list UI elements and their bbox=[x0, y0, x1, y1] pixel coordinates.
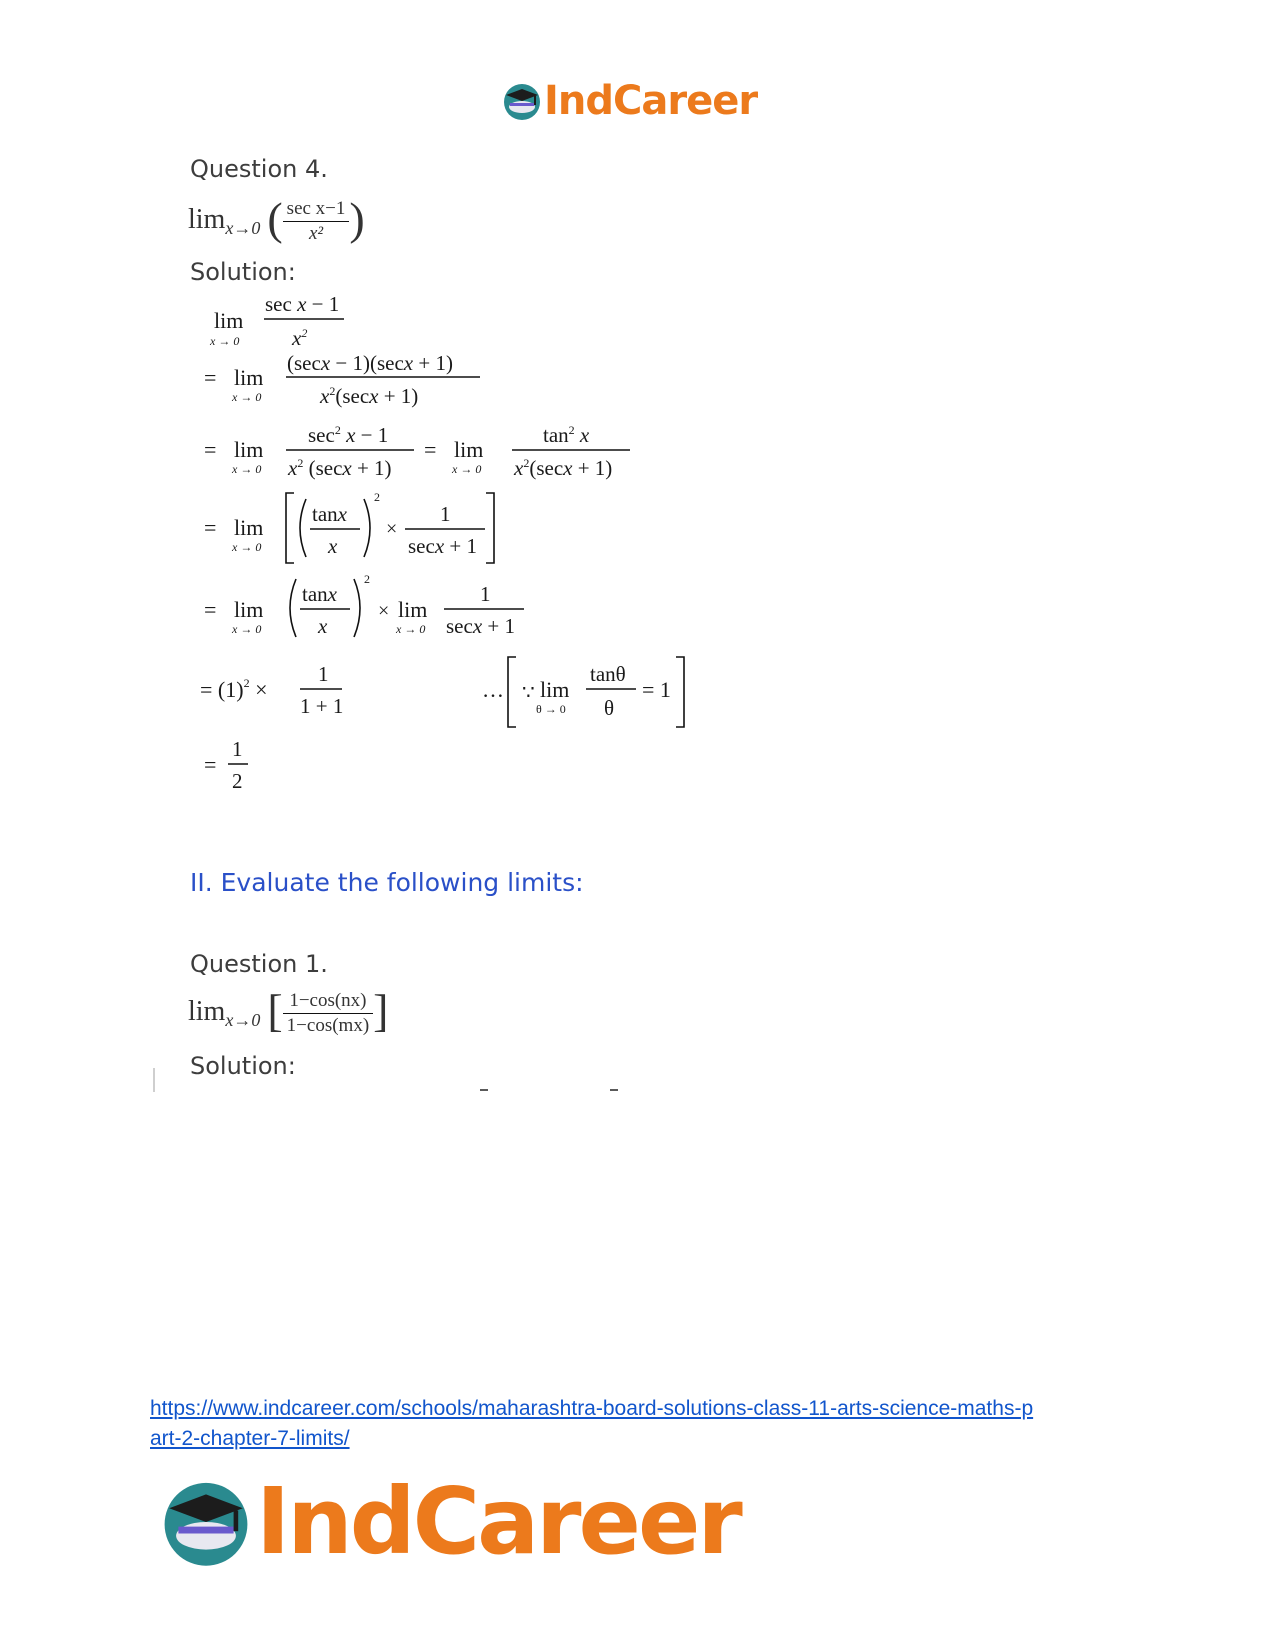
svg-text:tan2 x: $\tan^2 x$ bbox=[543, 423, 590, 447]
source-url-line-2: art-2-chapter-7-limits/ bbox=[150, 1427, 350, 1450]
svg-text:lim: lim bbox=[214, 308, 244, 333]
svg-text:secx + 1: secx + 1 bbox=[446, 614, 515, 638]
svg-text:1: 1 bbox=[232, 737, 243, 761]
svg-text:(secx − 1)(secx + 1): (secx − 1)(secx + 1) bbox=[287, 351, 453, 375]
indcareer-logo-top bbox=[502, 78, 757, 124]
question-4-label: Question 4. bbox=[190, 155, 328, 183]
graduation-cap-icon bbox=[160, 1476, 252, 1568]
question-4-solution-image bbox=[190, 295, 710, 815]
svg-text:1 + 1: 1 + 1 bbox=[300, 694, 344, 718]
problem-numerator: 1−cos(nx) bbox=[283, 990, 373, 1014]
svg-text:lim: lim bbox=[398, 597, 428, 622]
svg-text:lim: lim bbox=[234, 437, 264, 462]
svg-text:= 1: = 1 bbox=[642, 677, 671, 702]
svg-text:lim: lim bbox=[234, 597, 264, 622]
svg-text:=: = bbox=[204, 752, 217, 777]
lim-subscript: x→0 bbox=[225, 218, 261, 238]
svg-text:=: = bbox=[204, 597, 217, 622]
svg-text:sec x − 1: sec x − 1 bbox=[265, 295, 340, 316]
svg-text:x2: $x^2$ bbox=[292, 326, 308, 350]
svg-text:sec2 x − 1: $\sec^2 x - 1$ bbox=[308, 423, 389, 447]
svg-text:lim: lim bbox=[234, 365, 264, 390]
question-1-label: Question 1. bbox=[190, 950, 328, 978]
svg-text:=: = bbox=[204, 365, 217, 390]
question-1-problem: $\lim_{x\to 0}$ [ $\frac{1-\cos(nx)}{1-\cos(mx)}$ ] bbox=[188, 985, 389, 1037]
svg-text:x → 0: x → 0 bbox=[232, 390, 262, 404]
svg-text:lim: lim bbox=[454, 437, 484, 462]
source-url-link[interactable] bbox=[150, 1394, 1130, 1454]
svg-text:x2(secx + 1): $x^2(\sec x + 1)$ bbox=[320, 384, 419, 408]
svg-text:θ: θ bbox=[604, 696, 615, 720]
svg-text:2: 2 bbox=[232, 769, 243, 793]
svg-text:x2 (secx + 1): $x^2$ (secx + 1) bbox=[288, 456, 392, 480]
svg-text:secx + 1: secx + 1 bbox=[408, 534, 477, 558]
svg-text:1: 1 bbox=[318, 662, 329, 686]
svg-text:tanθ: tanθ bbox=[590, 662, 626, 686]
svg-text:∵: ∵ bbox=[522, 682, 535, 704]
brand-wordmark: IndCareer bbox=[544, 78, 758, 124]
svg-text:tanx: tanx bbox=[302, 582, 337, 606]
question-4-solution-label: Solution: bbox=[190, 258, 296, 286]
svg-text:x2(secx + 1): $x^2(\sec x + 1)$ bbox=[514, 456, 613, 480]
lim-operator: lim bbox=[188, 204, 226, 235]
svg-text:=: = bbox=[424, 437, 437, 462]
svg-text:1: 1 bbox=[480, 582, 491, 606]
svg-text:=: = bbox=[204, 437, 217, 462]
svg-text:x: x bbox=[318, 614, 328, 638]
lim-operator: lim bbox=[188, 996, 226, 1027]
brand-wordmark: IndCareer bbox=[256, 1468, 740, 1575]
lim-subscript: x→0 bbox=[225, 1010, 261, 1030]
cropped-image-edge bbox=[150, 1066, 630, 1094]
question-1-solution-label: Solution: bbox=[190, 1052, 296, 1080]
section-heading: II. Evaluate the following limits: bbox=[190, 868, 584, 897]
svg-text:×: × bbox=[386, 518, 398, 540]
svg-text:x → 0: x → 0 bbox=[232, 622, 262, 636]
svg-text:…: … bbox=[482, 677, 504, 702]
problem-denominator: 1−cos(mx) bbox=[286, 1015, 370, 1037]
svg-text:x → 0: x → 0 bbox=[396, 622, 426, 636]
svg-text:lim: lim bbox=[540, 677, 570, 702]
problem-numerator: sec x−1 bbox=[283, 198, 350, 222]
svg-text:=: = bbox=[204, 515, 217, 540]
svg-text:x: x bbox=[328, 534, 338, 558]
question-4-problem: $\lim_{x\to 0}$ ( $\frac{\text{sec x−1}}{\text{x²}}$ ) bbox=[188, 193, 365, 245]
svg-text:tanx: tanx bbox=[312, 502, 347, 526]
source-url-line-1: https://www.indcareer.com/schools/maharashtra-board-solutions-class-11-arts-science-maths-p bbox=[150, 1397, 1034, 1420]
svg-text:×: × bbox=[378, 600, 390, 622]
graduation-cap-icon bbox=[502, 81, 542, 121]
svg-text:x → 0: x → 0 bbox=[452, 462, 482, 476]
svg-text:x → 0: x → 0 bbox=[232, 462, 262, 476]
svg-text:1: 1 bbox=[440, 502, 451, 526]
indcareer-logo-bottom bbox=[160, 1468, 740, 1575]
svg-text:= (1)2 ×: = $(1)^2$ × bbox=[200, 676, 268, 702]
svg-text:2: 2 bbox=[374, 490, 380, 504]
svg-text:2: 2 bbox=[364, 572, 370, 586]
svg-text:lim: lim bbox=[234, 515, 264, 540]
svg-text:x → 0: x → 0 bbox=[232, 540, 262, 554]
problem-denominator: x² bbox=[308, 223, 324, 245]
svg-text:θ → 0: θ → 0 bbox=[536, 702, 566, 716]
svg-text:x → 0: x → 0 bbox=[210, 334, 240, 348]
